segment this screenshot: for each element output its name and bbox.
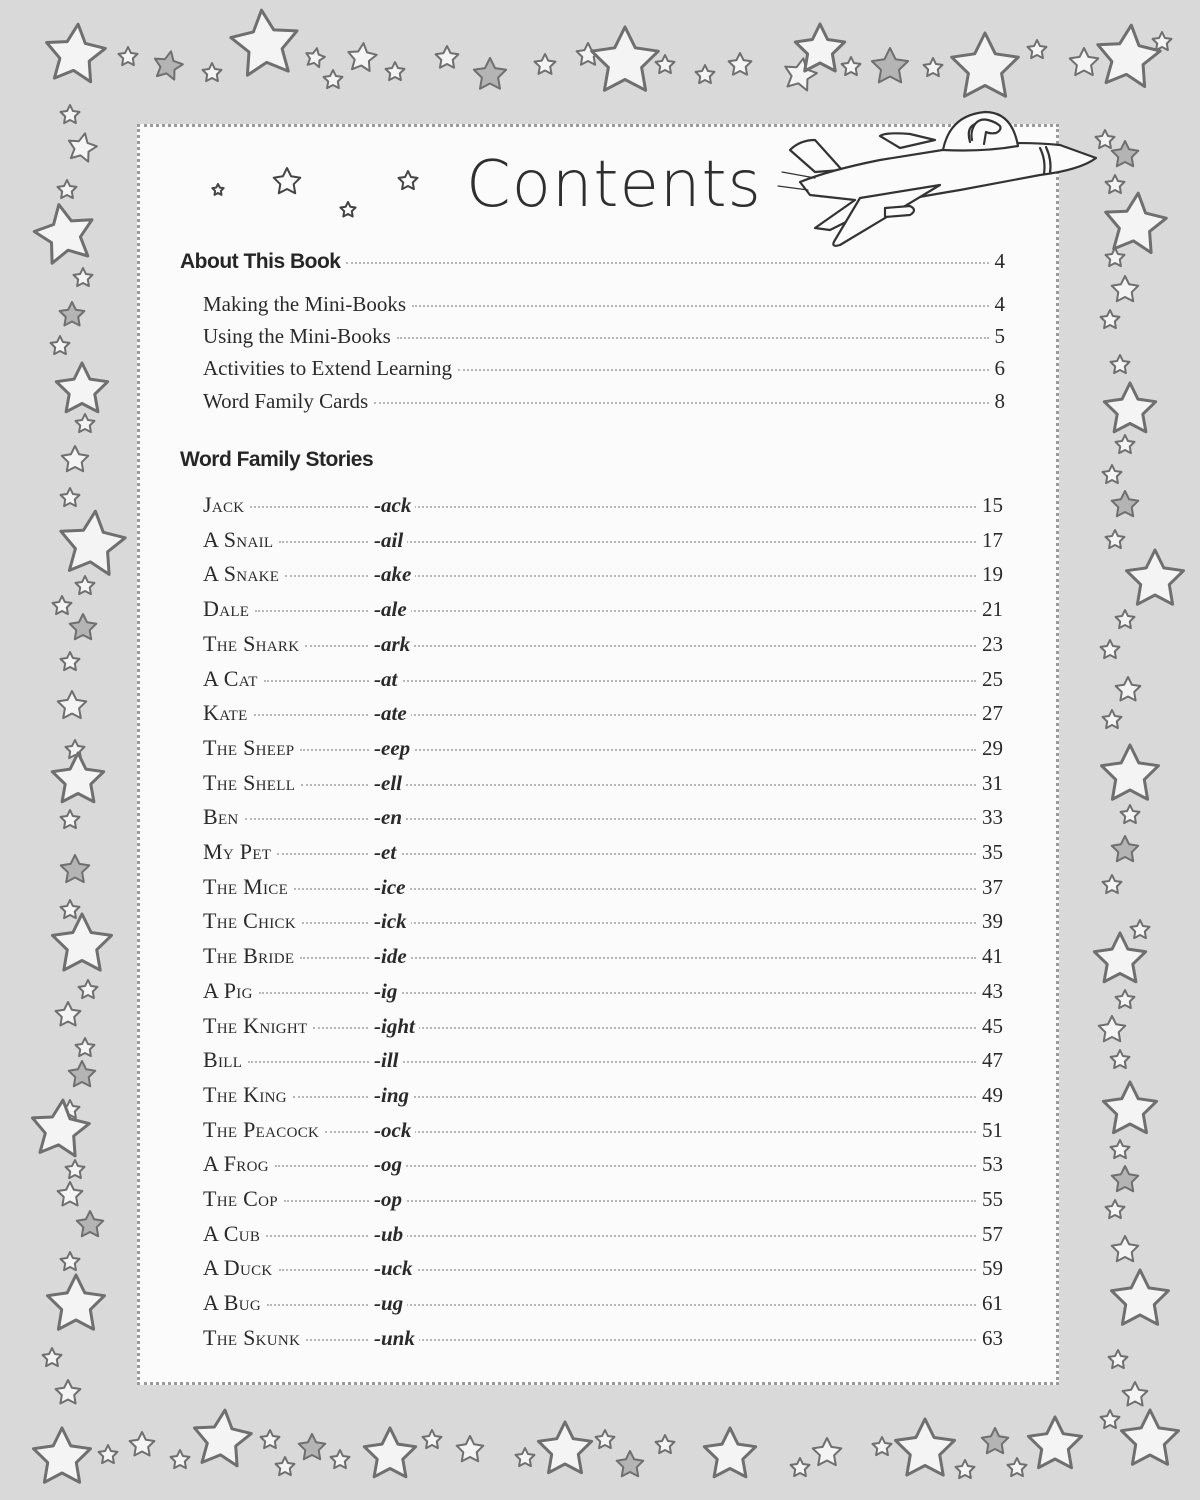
page-number: 4 bbox=[994, 292, 1005, 316]
word-family: -at bbox=[370, 666, 401, 692]
star-icon bbox=[1112, 276, 1139, 301]
star-icon bbox=[1103, 1082, 1156, 1133]
page-number: 57 bbox=[982, 1222, 1003, 1246]
story-title: A Frog bbox=[203, 1151, 269, 1176]
star-icon bbox=[52, 753, 103, 802]
word-family: -ail bbox=[370, 527, 407, 553]
item-label: Making the Mini-Books bbox=[203, 292, 406, 316]
dot-leader bbox=[254, 714, 976, 716]
story-item[interactable] bbox=[203, 978, 1003, 1004]
story-title: The Sheep bbox=[203, 735, 295, 760]
star-icon bbox=[1102, 745, 1159, 799]
word-family: -uck bbox=[370, 1255, 417, 1281]
word-family: -ing bbox=[370, 1082, 413, 1108]
star-icon bbox=[1122, 1410, 1179, 1464]
story-item[interactable] bbox=[203, 1013, 1003, 1039]
story-title: A Snake bbox=[203, 561, 280, 586]
word-family: -en bbox=[370, 804, 406, 830]
page-number: 4 bbox=[994, 249, 1005, 273]
star-icon bbox=[656, 55, 675, 73]
star-icon bbox=[306, 48, 325, 67]
page-number: 33 bbox=[982, 805, 1003, 829]
page-number: 35 bbox=[982, 840, 1003, 864]
story-title: The Shark bbox=[203, 631, 300, 656]
star-icon bbox=[99, 1445, 118, 1463]
story-title: Ben bbox=[203, 804, 239, 829]
star-icon bbox=[47, 24, 106, 82]
star-icon bbox=[791, 1458, 810, 1476]
story-title: The Peacock bbox=[203, 1117, 320, 1142]
star-icon bbox=[474, 58, 506, 89]
story-item[interactable] bbox=[203, 1117, 1003, 1143]
star-icon bbox=[74, 268, 93, 286]
star-icon bbox=[1116, 677, 1141, 701]
page-number: 6 bbox=[994, 356, 1005, 380]
page-number: 51 bbox=[982, 1118, 1003, 1142]
star-icon bbox=[1121, 805, 1140, 823]
story-item[interactable] bbox=[203, 492, 1003, 518]
star-icon bbox=[1112, 491, 1139, 516]
page-number: 8 bbox=[994, 389, 1005, 413]
star-icon bbox=[1116, 990, 1135, 1008]
star-icon bbox=[1127, 550, 1184, 604]
story-title: The King bbox=[203, 1082, 287, 1107]
toc-item[interactable] bbox=[203, 355, 1005, 381]
star-icon bbox=[423, 1430, 442, 1448]
star-icon bbox=[1116, 435, 1135, 453]
story-item[interactable] bbox=[203, 561, 1003, 587]
star-icon bbox=[261, 1430, 280, 1448]
star-icon bbox=[656, 1435, 675, 1453]
star-icon bbox=[56, 1380, 81, 1404]
star-icon bbox=[1112, 141, 1139, 166]
word-family: -ale bbox=[370, 596, 411, 622]
page-number: 23 bbox=[982, 632, 1003, 656]
page-number: 15 bbox=[982, 493, 1003, 517]
story-title: A Bug bbox=[203, 1290, 262, 1315]
page-number: 31 bbox=[982, 771, 1003, 795]
page-number: 43 bbox=[982, 979, 1003, 1003]
star-icon bbox=[33, 1100, 90, 1156]
star-icon bbox=[1116, 610, 1135, 628]
story-title: A Duck bbox=[203, 1255, 273, 1280]
dot-leader bbox=[250, 506, 976, 508]
story-item[interactable] bbox=[203, 839, 1003, 865]
story-title: The Mice bbox=[203, 874, 289, 899]
star-icon bbox=[1111, 1050, 1130, 1068]
toc-item[interactable] bbox=[203, 323, 1005, 349]
star-icon bbox=[76, 1038, 95, 1056]
star-icon bbox=[58, 1182, 83, 1206]
star-icon bbox=[53, 914, 112, 970]
star-icon bbox=[76, 414, 95, 432]
story-title: A Cat bbox=[203, 666, 258, 691]
star-icon bbox=[203, 63, 222, 81]
story-item[interactable] bbox=[203, 1290, 1003, 1316]
star-icon bbox=[1106, 193, 1167, 252]
star-icon bbox=[538, 1422, 591, 1473]
star-icon bbox=[457, 1436, 484, 1461]
story-item[interactable] bbox=[203, 700, 1003, 726]
star-icon bbox=[58, 180, 77, 198]
star-icon bbox=[61, 488, 80, 506]
star-icon bbox=[1096, 130, 1115, 148]
star-icon bbox=[69, 133, 97, 161]
star-icon bbox=[813, 1438, 842, 1465]
star-icon bbox=[69, 1061, 96, 1086]
star-icon bbox=[704, 1428, 755, 1477]
page-number: 61 bbox=[982, 1291, 1003, 1315]
star-icon bbox=[76, 576, 95, 594]
story-item[interactable] bbox=[203, 908, 1003, 934]
toc-item[interactable] bbox=[203, 291, 1005, 317]
page-number: 17 bbox=[982, 528, 1003, 552]
star-icon bbox=[596, 1430, 615, 1448]
story-item[interactable] bbox=[203, 804, 1003, 830]
star-icon bbox=[1101, 640, 1120, 658]
item-label: Activities to Extend Learning bbox=[203, 356, 453, 380]
star-icon bbox=[348, 43, 376, 71]
page-number: 25 bbox=[982, 667, 1003, 691]
star-icon bbox=[195, 1410, 252, 1466]
word-family: -ock bbox=[370, 1117, 415, 1143]
story-item[interactable] bbox=[203, 527, 1003, 553]
star-icon bbox=[436, 46, 459, 68]
star-icon bbox=[1070, 48, 1099, 75]
dot-leader bbox=[374, 402, 988, 404]
toc-item[interactable] bbox=[203, 388, 1005, 414]
dot-leader bbox=[397, 337, 989, 339]
star-icon bbox=[43, 1348, 62, 1366]
story-item[interactable] bbox=[203, 666, 1003, 692]
star-icon bbox=[1099, 1016, 1126, 1041]
star-icon bbox=[231, 10, 297, 75]
page-number: 27 bbox=[982, 701, 1003, 725]
story-item[interactable] bbox=[203, 1221, 1003, 1247]
page-number: 45 bbox=[982, 1014, 1003, 1038]
star-icon bbox=[1111, 355, 1130, 373]
dot-leader bbox=[412, 305, 989, 307]
star-icon bbox=[155, 51, 183, 79]
star-icon bbox=[58, 691, 87, 718]
page-number: 29 bbox=[982, 736, 1003, 760]
star-icon bbox=[872, 48, 908, 82]
star-icon bbox=[171, 1450, 190, 1468]
star-icon bbox=[1008, 1458, 1027, 1476]
word-family: -ark bbox=[370, 631, 414, 657]
star-icon bbox=[299, 1434, 326, 1459]
star-icon bbox=[1112, 836, 1139, 861]
section-heading: Word Family Stories bbox=[180, 448, 374, 471]
word-family: -ack bbox=[370, 492, 415, 518]
star-icon bbox=[1153, 32, 1172, 50]
page-number: 41 bbox=[982, 944, 1003, 968]
dot-leader bbox=[245, 818, 976, 820]
word-family: -ide bbox=[370, 943, 411, 969]
word-family: -ake bbox=[370, 561, 415, 587]
star-icon bbox=[70, 614, 97, 639]
story-title: The Bride bbox=[203, 943, 295, 968]
item-label: Word Family Cards bbox=[203, 389, 369, 413]
star-icon bbox=[956, 1460, 975, 1478]
word-family: -ub bbox=[370, 1221, 407, 1247]
star-icon bbox=[1094, 933, 1145, 982]
star-icon bbox=[61, 810, 80, 828]
page-number: 21 bbox=[982, 597, 1003, 621]
star-icon bbox=[1103, 710, 1122, 728]
star-icon bbox=[61, 652, 80, 670]
star-icon bbox=[696, 65, 715, 83]
star-icon bbox=[729, 53, 752, 75]
section-heading: About This Book bbox=[180, 250, 341, 273]
page-number: 47 bbox=[982, 1048, 1003, 1072]
story-item[interactable] bbox=[203, 770, 1003, 796]
story-item[interactable] bbox=[203, 943, 1003, 969]
star-icon bbox=[130, 1432, 155, 1456]
star-icon bbox=[1028, 40, 1047, 58]
page-number: 53 bbox=[982, 1152, 1003, 1176]
word-family: -unk bbox=[370, 1325, 419, 1351]
star-icon bbox=[34, 205, 92, 264]
word-family: -ug bbox=[370, 1290, 407, 1316]
story-title: The Shell bbox=[203, 770, 296, 795]
star-icon bbox=[61, 105, 80, 123]
star-icon bbox=[1109, 1350, 1128, 1368]
story-title: Dale bbox=[203, 596, 250, 621]
star-icon bbox=[66, 1160, 85, 1178]
word-family: -ate bbox=[370, 700, 411, 726]
star-icon bbox=[62, 446, 89, 471]
star-icon bbox=[119, 47, 138, 65]
story-title: The Knight bbox=[203, 1013, 308, 1038]
story-title: A Cub bbox=[203, 1221, 261, 1246]
story-item[interactable] bbox=[203, 874, 1003, 900]
star-icon bbox=[535, 54, 556, 74]
star-icon bbox=[1106, 530, 1125, 548]
toc-section-about[interactable] bbox=[180, 248, 1005, 275]
word-family: -ill bbox=[370, 1047, 403, 1073]
page-number: 5 bbox=[994, 324, 1005, 348]
star-icon bbox=[516, 1448, 535, 1466]
word-family: -ice bbox=[370, 874, 409, 900]
star-icon bbox=[982, 1428, 1009, 1453]
star-icon bbox=[1098, 25, 1160, 86]
star-icon bbox=[1112, 1166, 1139, 1191]
dot-leader bbox=[248, 1061, 976, 1063]
dot-leader bbox=[255, 610, 976, 612]
star-icon bbox=[77, 1211, 104, 1236]
word-family: -et bbox=[370, 839, 400, 865]
word-family: -ig bbox=[370, 978, 401, 1004]
story-title: The Cop bbox=[203, 1186, 278, 1211]
star-icon bbox=[60, 302, 85, 326]
star-icon bbox=[896, 1419, 955, 1475]
page-number: 19 bbox=[982, 562, 1003, 586]
star-icon bbox=[1101, 310, 1120, 328]
star-icon bbox=[592, 27, 659, 90]
star-icon bbox=[331, 1450, 350, 1468]
dot-leader bbox=[346, 262, 988, 264]
toc-section-stories bbox=[180, 447, 680, 473]
star-icon bbox=[873, 1437, 892, 1455]
dot-leader bbox=[458, 369, 988, 371]
story-item[interactable] bbox=[203, 1082, 1003, 1108]
story-title: A Pig bbox=[203, 978, 253, 1003]
star-icon bbox=[1028, 1417, 1081, 1468]
star-icon bbox=[1112, 1270, 1169, 1324]
page-title: Contents bbox=[466, 148, 762, 222]
page-number: 49 bbox=[982, 1083, 1003, 1107]
star-icon bbox=[51, 336, 70, 354]
dot-leader bbox=[259, 992, 976, 994]
story-title: The Chick bbox=[203, 908, 296, 933]
star-icon bbox=[1103, 465, 1122, 483]
page-number: 39 bbox=[982, 909, 1003, 933]
story-item[interactable] bbox=[203, 1151, 1003, 1177]
word-family: -op bbox=[370, 1186, 406, 1212]
dot-leader bbox=[325, 1131, 976, 1133]
star-icon bbox=[324, 70, 343, 88]
star-icon bbox=[1104, 383, 1155, 432]
star-icon bbox=[79, 980, 98, 998]
star-icon bbox=[924, 58, 943, 76]
word-family: -ell bbox=[370, 770, 406, 796]
page-number: 63 bbox=[982, 1326, 1003, 1350]
story-title: My Pet bbox=[203, 839, 272, 864]
star-icon bbox=[34, 1428, 91, 1482]
story-item[interactable] bbox=[203, 1186, 1003, 1212]
story-item[interactable] bbox=[203, 631, 1003, 657]
page-number: 59 bbox=[982, 1256, 1003, 1280]
story-title: A Snail bbox=[203, 527, 274, 552]
page-number: 37 bbox=[982, 875, 1003, 899]
story-item[interactable] bbox=[203, 1047, 1003, 1073]
star-icon bbox=[61, 1252, 80, 1270]
star-icon bbox=[1131, 920, 1150, 938]
star-icon bbox=[1103, 875, 1122, 893]
star-icon bbox=[53, 596, 72, 614]
story-item[interactable] bbox=[203, 1325, 1003, 1351]
star-icon bbox=[1111, 1140, 1130, 1158]
item-label: Using the Mini-Books bbox=[203, 324, 391, 348]
star-icon bbox=[364, 1428, 415, 1477]
word-family: -ight bbox=[370, 1013, 419, 1039]
star-icon bbox=[1123, 1382, 1148, 1406]
star-icon bbox=[1106, 175, 1125, 193]
star-icon bbox=[1106, 248, 1125, 266]
word-family: -eep bbox=[370, 735, 414, 761]
star-icon bbox=[276, 1457, 295, 1475]
star-icon bbox=[617, 1451, 644, 1476]
story-title: The Skunk bbox=[203, 1325, 301, 1350]
star-icon bbox=[56, 1002, 81, 1026]
star-icon bbox=[66, 740, 85, 758]
story-item[interactable] bbox=[203, 596, 1003, 622]
star-icon bbox=[61, 900, 80, 918]
word-family: -og bbox=[370, 1151, 406, 1177]
word-family: -ick bbox=[370, 908, 411, 934]
story-title: Bill bbox=[203, 1047, 243, 1072]
story-item[interactable] bbox=[203, 735, 1003, 761]
star-icon bbox=[842, 57, 861, 75]
star-icon bbox=[48, 1275, 105, 1329]
story-title: Kate bbox=[203, 700, 248, 725]
star-icon bbox=[1101, 1410, 1120, 1428]
star-icon bbox=[61, 855, 90, 882]
star-icon bbox=[1112, 1236, 1139, 1261]
star-icon bbox=[56, 363, 107, 412]
star-icon bbox=[386, 62, 405, 80]
story-item[interactable] bbox=[203, 1255, 1003, 1281]
star-icon bbox=[61, 511, 125, 574]
star-icon bbox=[952, 33, 1019, 96]
page-number: 55 bbox=[982, 1187, 1003, 1211]
star-icon bbox=[1106, 1200, 1125, 1218]
story-title: Jack bbox=[203, 492, 245, 517]
